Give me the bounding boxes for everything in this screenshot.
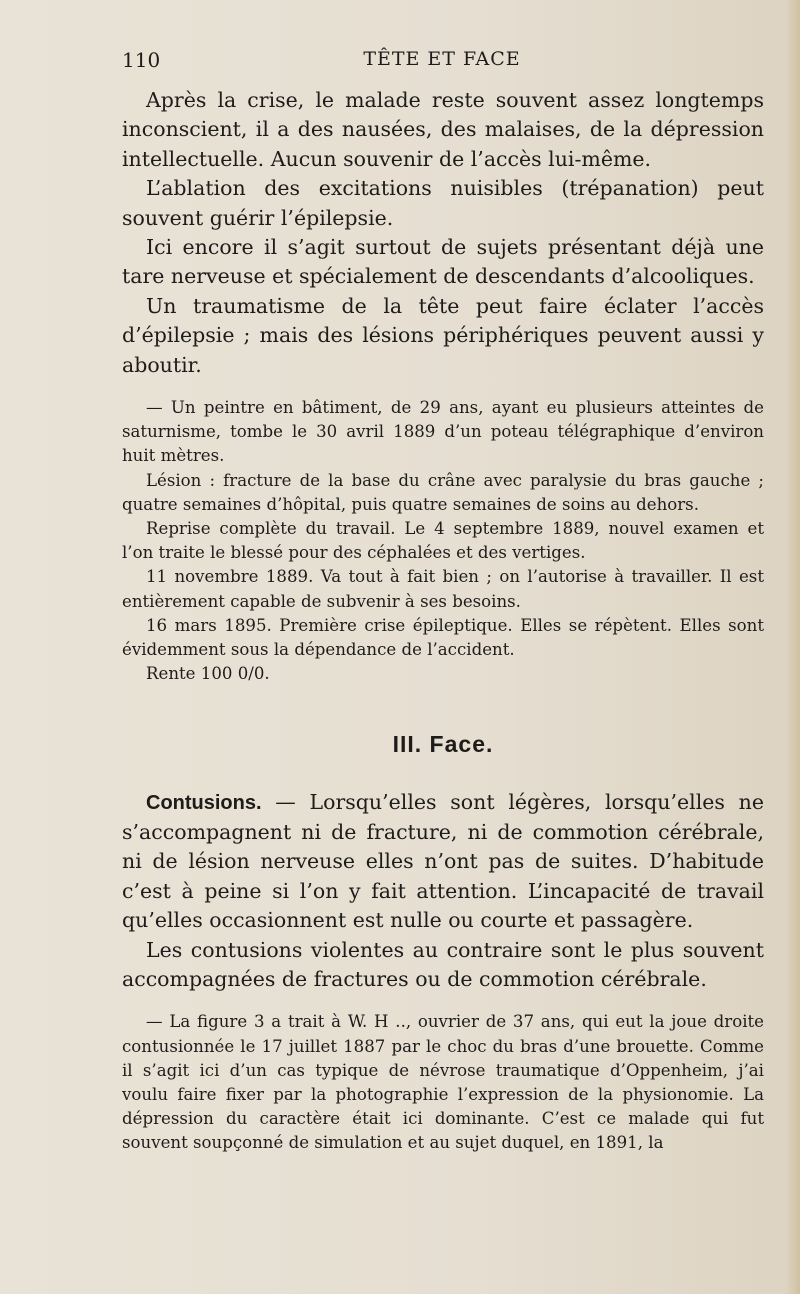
paragraph-text: — Lorsqu’elles sont légères, lorsqu’elles ne s’accompagnent ni de fracture, ni de commotion cérébrale, ni de lésion nerveuse elles n’ont pas de suites. D’habitude c’est à peine si l’on y fait attention. L’incapacité de travail qu’elles occasionnent est nulle ou courte et passagère.: [122, 789, 764, 933]
paragraph: Après la crise, le malade reste souvent assez longtemps inconscient, il a des nausées, des malaises, de la dépression intellectuelle. Aucun souvenir de l’accès lui-même.: [122, 88, 764, 171]
case-paragraph: 16 mars 1895. Première crise épileptique. Elles se répètent. Elles sont évidemment sous la dépendance de l’accident.: [122, 615, 764, 660]
page-number: 110: [122, 48, 161, 72]
paragraph: L’ablation des excitations nuisibles (trépanation) peut souvent guérir l’épilepsie.: [122, 176, 764, 230]
case-paragraph: Lésion : fracture de la base du crâne avec paralysie du bras gauche ; quatre semaines d’hôpital, puis quatre semaines de soins au dehors.: [122, 470, 764, 514]
page-edge: [786, 0, 800, 1294]
case-paragraph: Rente 100 0/0.: [146, 664, 270, 684]
running-head: TÊTE ET FACE: [363, 48, 521, 70]
case-paragraph: 11 novembre 1889. Va tout à fait bien ; on l’autorise à travailler. Il est entièrement capable de subvenir à ses besoins.: [122, 567, 764, 611]
paragraph: Ici encore il s’agit surtout de sujets présentant déjà une tare nerveuse et spécialement de descendants d’alcooliques.: [122, 235, 764, 289]
page-header: [122, 48, 762, 76]
case-paragraph: Reprise complète du travail. Le 4 septembre 1889, nouvel examen et l’on traite le blessé pour des céphalées et des vertiges.: [122, 519, 764, 563]
case-paragraph: — La figure 3 a trait à W. H .., ouvrier de 37 ans, qui eut la joue droite contusionnée le 17 juillet 1887 par le choc du bras d’une brouette. Comme il s’agit ici d’un cas typique de névrose traumatique d’Oppenheim, j’ai voulu faire fixer par la photographie l’expression de la physionomie. La dépression du caractère était ici dominante. C’est ce malade qui fut souvent soupçonné de simulation et au sujet duquel, en 1891, la: [122, 1012, 764, 1153]
paragraph: Un traumatisme de la tête peut faire éclater l’accès d’épilepsie ; mais des lésions périphériques peuvent aussi y aboutir.: [122, 293, 764, 377]
run-in-heading: Contusions.: [146, 791, 262, 814]
case-paragraph: — Un peintre en bâtiment, de 29 ans, ayant eu plusieurs atteintes de saturnisme, tombe le 30 avril 1889 d’un poteau télégraphique d’environ huit mètres.: [122, 398, 764, 466]
section-heading: III. Face.: [392, 730, 494, 757]
paragraph: [122, 788, 764, 936]
body-text: [122, 86, 764, 1156]
paragraph: Les contusions violentes au contraire sont le plus souvent accompagnées de fractures ou de commotion cérébrale.: [122, 937, 764, 991]
